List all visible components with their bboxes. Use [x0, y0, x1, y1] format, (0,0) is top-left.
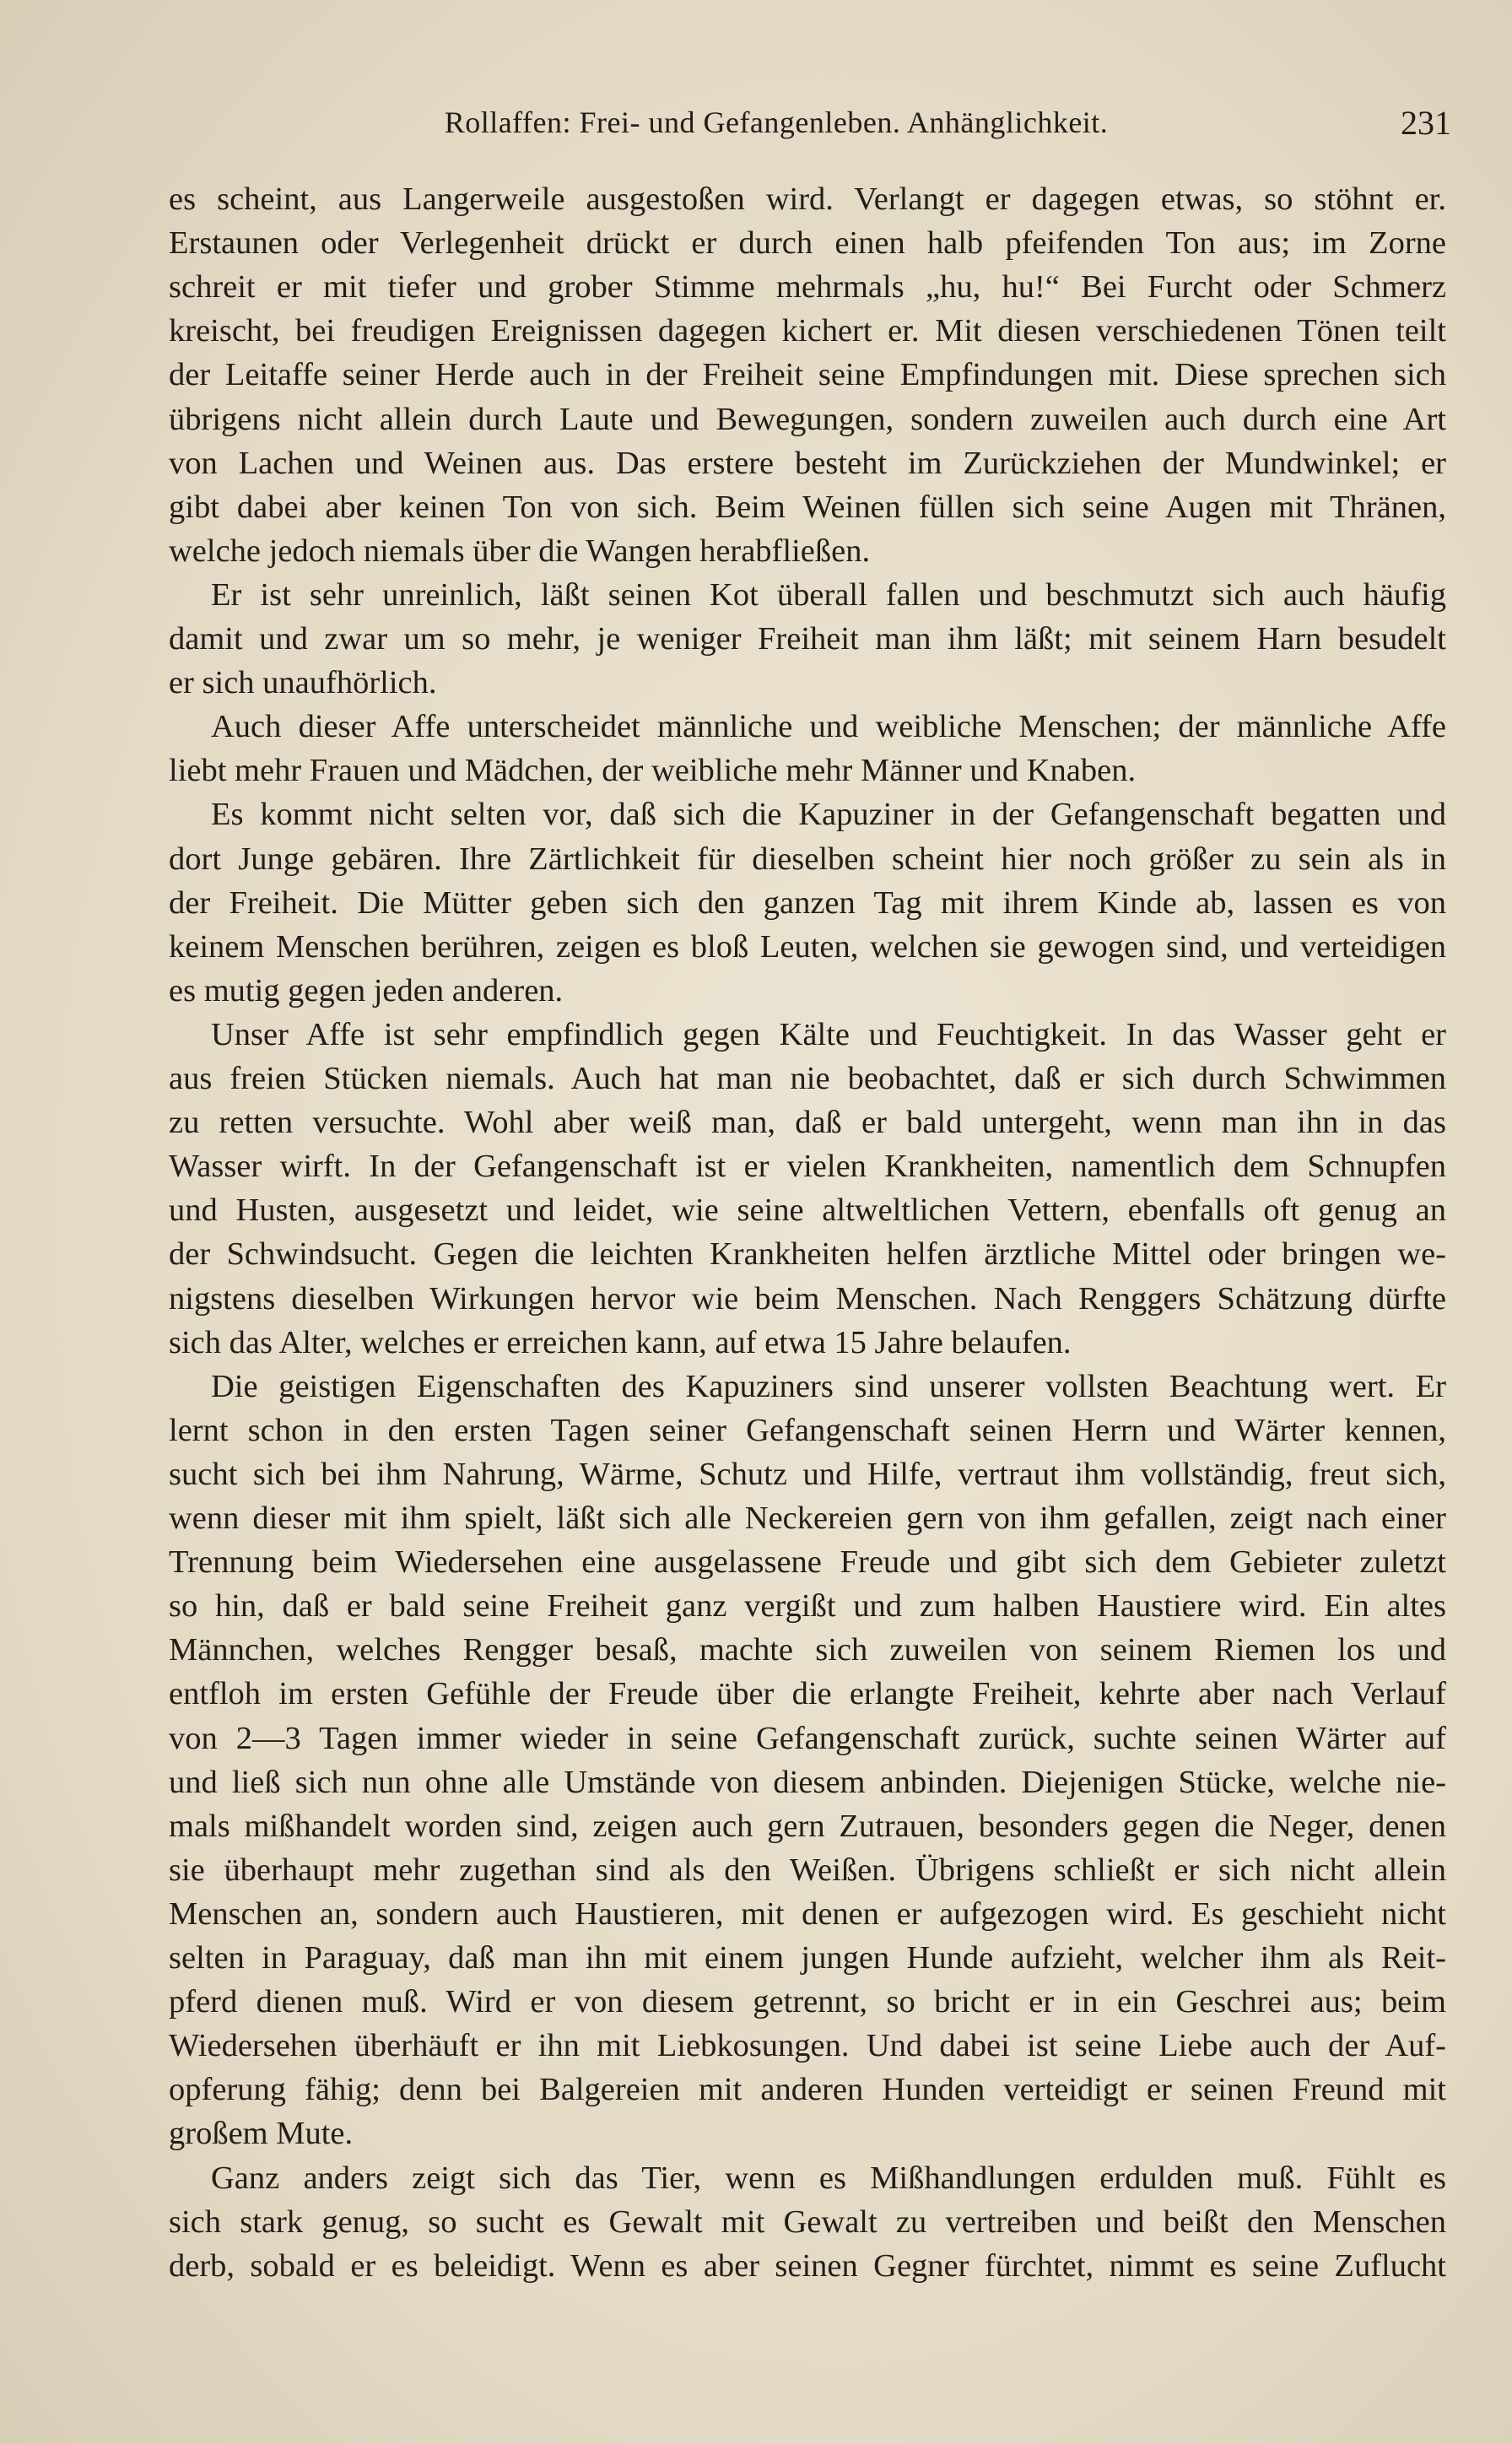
page-number: 231 — [1401, 104, 1451, 142]
text-line: der Schwindsucht. Gegen die leichten Krankheiten helfen ärztliche Mittel oder bringen we- — [169, 1236, 1446, 1273]
text-line: damit und zwar um so mehr, je weniger Freiheit man ihm läßt; mit seinem Harn besudelt — [169, 621, 1446, 657]
text-line: Erstaunen oder Verlegenheit drückt er durch einen halb pfeifenden Ton aus; im Zorne — [169, 225, 1446, 262]
text-line: Männchen, welches Rengger besaß, machte sich zuweilen von seinem Riemen los und — [169, 1632, 1446, 1668]
text-line: Wasser wirft. In der Gefangenschaft ist er vielen Krankheiten, namentlich dem Schnupfen — [169, 1149, 1446, 1185]
text-line: mals mißhandelt worden sind, zeigen auch gern Zutrauen, besonders gegen die Neger, denen — [169, 1808, 1446, 1844]
text-line: keinem Menschen berühren, zeigen es bloß Leuten, welchen sie gewogen sind, und verteidigen — [169, 928, 1446, 965]
text-line: großem Mute. — [169, 2116, 354, 2152]
text-line: sie überhaupt mehr zugethan sind als den Weißen. Übrigens schließt er sich nicht allein — [169, 1852, 1446, 1888]
text-line: von Lachen und Weinen aus. Das erstere besteht im Zurückziehen der Mundwinkel; er — [169, 445, 1446, 481]
running-header: Rollaffen: Frei- und Gefangenleben. Anhänglichkeit. — [444, 105, 1109, 139]
text-line: Es kommt nicht selten vor, daß sich die Kapuziner in der Gefangenschaft begatten und — [211, 797, 1446, 833]
text-line: welche jedoch niemals über die Wangen herabfließen. — [169, 533, 871, 569]
text-line: liebt mehr Frauen und Mädchen, der weibliche mehr Männer und Knaben. — [169, 753, 1137, 789]
text-line: so hin, daß er bald seine Freiheit ganz vergißt und zum halben Haustiere wird. Ein altes — [169, 1588, 1446, 1625]
text-line: Auch dieser Affe unterscheidet männliche und weibliche Menschen; der männliche Affe — [211, 709, 1446, 745]
text-line: es scheint, aus Langerweile ausgestoßen wird. Verlangt er dagegen etwas, so stöhnt er. — [169, 181, 1446, 217]
text-line: schreit er mit tiefer und grober Stimme mehrmals „hu, hu!“ Bei Furcht oder Schmerz — [169, 269, 1446, 306]
text-line: kreischt, bei freudigen Ereignissen dagegen kichert er. Mit diesen verschiedenen Tönen teilt — [169, 313, 1446, 349]
text-line: übrigens nicht allein durch Laute und Bewegungen, sondern zuweilen auch durch eine Art — [169, 401, 1446, 437]
text-line: dort Junge gebären. Ihre Zärtlichkeit für dieselben scheint hier noch größer zu sein als in — [169, 841, 1446, 877]
text-line: der Leitaffe seiner Herde auch in der Freiheit seine Empfindungen mit. Diese sprechen sich — [169, 357, 1446, 393]
text-line: derb, sobald er es beleidigt. Wenn es aber seinen Gegner fürchtet, nimmt es seine Zuflucht — [169, 2247, 1446, 2284]
text-line: der Freiheit. Die Mütter geben sich den ganzen Tag mit ihrem Kinde ab, lassen es von — [169, 884, 1446, 921]
text-line: er sich unaufhörlich. — [169, 665, 437, 701]
text-line: aus freien Stücken niemals. Auch hat man nie beobachtet, daß er sich durch Schwimmen — [169, 1061, 1446, 1096]
text-line: und Husten, ausgesetzt und leidet, wie seine altweltlichen Vettern, ebenfalls oft genug an — [169, 1192, 1446, 1229]
text-line: pferd dienen muß. Wird er von diesem getrennt, so bricht er in ein Geschrei aus; beim — [169, 1984, 1446, 2020]
text-line: sucht sich bei ihm Nahrung, Wärme, Schutz und Hilfe, vertraut ihm vollständig, freut sich, — [169, 1456, 1446, 1492]
text-line: gibt dabei aber keinen Ton von sich. Beim Weinen füllen sich seine Augen mit Thränen, — [169, 489, 1446, 525]
text-line: sich das Alter, welches er erreichen kann, auf etwa 15 Jahre belaufen. — [169, 1324, 1072, 1360]
text-line: nigstens dieselben Wirkungen hervor wie beim Menschen. Nach Renggers Schätzung dürfte — [169, 1280, 1446, 1317]
text-line: opferung fähig; denn bei Balgereien mit anderen Hunden verteidigt er seinen Freund mit — [169, 2072, 1446, 2108]
text-line: zu retten versuchte. Wohl aber weiß man, daß er bald untergeht, wenn man ihn in das — [169, 1105, 1446, 1141]
text-line: und ließ sich nun ohne alle Umstände von diesem anbinden. Diejenigen Stücke, welche nie- — [169, 1764, 1446, 1800]
text-line: wenn dieser mit ihm spielt, läßt sich alle Neckereien gern von ihm gefallen, zeigt nach einer — [169, 1500, 1446, 1536]
text-line: es mutig gegen jeden anderen. — [169, 972, 564, 1008]
text-line: Die geistigen Eigenschaften des Kapuziners sind unserer vollsten Beachtung wert. Er — [211, 1368, 1446, 1404]
text-line: Menschen an, sondern auch Haustieren, mit denen er aufgezogen wird. Es geschieht nicht — [169, 1895, 1446, 1932]
text-line: Wiedersehen überhäuft er ihn mit Liebkosungen. Und dabei ist seine Liebe auch der Auf- — [169, 2028, 1446, 2064]
text-line: Unser Affe ist sehr empfindlich gegen Kälte und Feuchtigkeit. In das Wasser geht er — [211, 1016, 1446, 1052]
text-line: selten in Paraguay, daß man ihn mit einem jungen Hunde aufzieht, welcher ihm als Reit- — [169, 1940, 1446, 1976]
text-line: von 2—3 Tagen immer wieder in seine Gefangenschaft zurück, suchte seinen Wärter auf — [169, 1720, 1446, 1756]
text-line: entfloh im ersten Gefühle der Freude über die erlangte Freiheit, kehrte aber nach Verlauf — [169, 1676, 1446, 1712]
text-line: Ganz anders zeigt sich das Tier, wenn es Mißhandlungen erdulden muß. Fühlt es — [211, 2160, 1446, 2196]
text-line: Er ist sehr unreinlich, läßt seinen Kot überall fallen und beschmutzt sich auch häufig — [211, 576, 1446, 613]
text-line: lernt schon in den ersten Tagen seiner Gefangenschaft seinen Herrn und Wärter kennen, — [169, 1412, 1446, 1448]
text-line: sich stark genug, so sucht es Gewalt mit Gewalt zu vertreiben und beißt den Menschen — [169, 2203, 1446, 2240]
text-line: Trennung beim Wiedersehen eine ausgelassene Freude und gibt sich dem Gebieter zuletzt — [169, 1544, 1446, 1581]
